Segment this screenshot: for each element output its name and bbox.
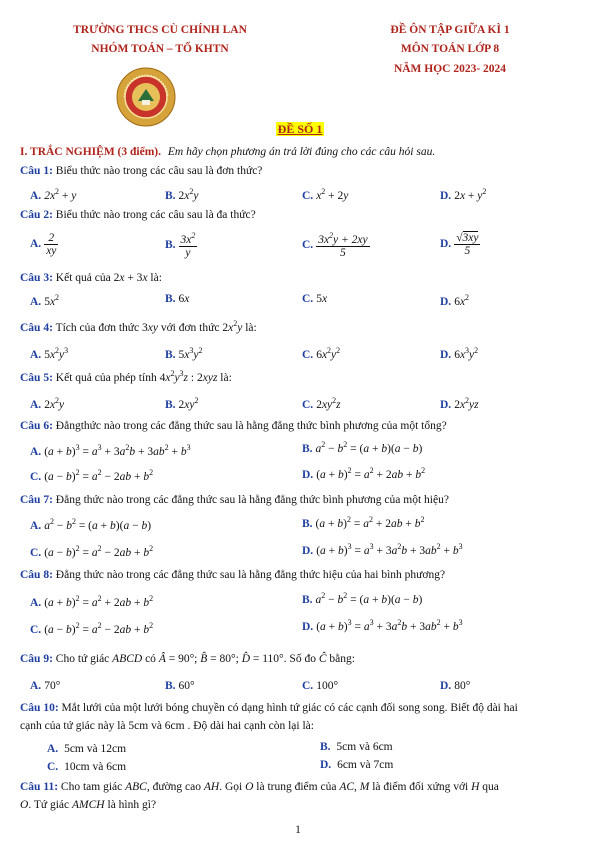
question-11-line2: O. Tứ giác AMCH là hình gì? bbox=[20, 799, 157, 811]
q4-option-c[interactable]: C. $6x^2y^2$ bbox=[302, 346, 341, 361]
q8-option-d[interactable]: D. $(a + b)^3 = a^3 + 3a^2b + 3ab^2 + b^3$ bbox=[302, 618, 463, 633]
q7-option-d[interactable]: D. $(a + b)^3 = a^3 + 3a^2b + 3ab^2 + b^3$ bbox=[302, 542, 463, 557]
question-2: Câu 2: Biểu thức nào trong các câu sau là đa thức? bbox=[20, 209, 256, 221]
question-4: Câu 4: Tích của đơn thức 3xy với đơn thức $2x^2y$ là: bbox=[20, 319, 257, 334]
q3-option-d[interactable]: D. $6x^2$ bbox=[440, 293, 470, 308]
q5-option-b[interactable]: B. $2xy^2$ bbox=[165, 396, 199, 411]
q6-option-b[interactable]: B. $a^2 - b^2 = (a + b)(a - b)$ bbox=[302, 440, 423, 455]
q5-option-a[interactable]: A. $2x^2y$ bbox=[30, 396, 65, 411]
q10-option-d[interactable]: D. 6cm và 7cm bbox=[320, 759, 394, 771]
q4-option-b[interactable]: B. $5x^3y^2$ bbox=[165, 346, 203, 361]
section-title: I. TRẮC NGHIỆM (3 điểm). bbox=[20, 146, 161, 158]
exam-number: ĐỀ SỐ 1 bbox=[277, 122, 323, 136]
q10-option-a[interactable]: A. 5cm và 12cm bbox=[47, 743, 127, 755]
question-10: Câu 10: Mắt lưới của một lưới bóng chuyền có dạng hình tứ giác có các cạnh đối song song. Biết độ dài hai bbox=[20, 702, 518, 714]
q9-option-d[interactable]: D. 80° bbox=[440, 680, 471, 692]
q10-option-c[interactable]: C. 10cm và 6cm bbox=[47, 761, 127, 773]
q1-option-d[interactable]: D. $2x + y^2$ bbox=[440, 187, 487, 202]
q5-option-d[interactable]: D. $2x^2yz$ bbox=[440, 396, 479, 411]
question-5: Câu 5: Kết quả của phép tính $4x^2y^3z$ : 2xyz là: bbox=[20, 369, 232, 384]
section-instruction: Em hãy chọn phương án trả lời đúng cho các câu hỏi sau. bbox=[167, 146, 436, 158]
q2-option-d[interactable]: D. $\frac{√3xy}{5}$ bbox=[440, 232, 479, 258]
q3-option-b[interactable]: B. 6x bbox=[165, 293, 190, 305]
q4-option-d[interactable]: D. $6x^3y^2$ bbox=[440, 346, 479, 361]
q8-option-b[interactable]: B. $a^2 - b^2 = (a + b)(a - b)$ bbox=[302, 591, 423, 606]
q5-option-c[interactable]: C. $2xy^2z$ bbox=[302, 396, 341, 411]
q2-option-c[interactable]: C. $\frac{3x^2y + 2xy}{5}$ bbox=[302, 231, 368, 259]
q8-option-c[interactable]: C. $(a - b)^2 = a^2 - 2ab + b^2$ bbox=[30, 621, 154, 636]
q7-option-a[interactable]: A. $a^2 - b^2 = (a + b)(a - b)$ bbox=[30, 517, 152, 532]
q2-option-a[interactable]: A. $\frac{2}{xy}$ bbox=[30, 232, 57, 258]
q1-option-c[interactable]: C. $x^2 + 2y$ bbox=[302, 187, 349, 202]
question-9: Câu 9: Cho tứ giác ABCD có Â = 90°; B̂ = 80°; D̂ = 110°. Số đo Ĉ bằng: bbox=[20, 653, 355, 665]
question-8: Câu 8: Đẳng thức nào trong các đẳng thức sau là hằng đẳng thức hiệu của hai bình phương? bbox=[20, 569, 446, 581]
exam-title: ĐỀ ÔN TẬP GIỮA KÌ 1 bbox=[390, 24, 510, 36]
question-10-line2: cạnh của tứ giác này là 5cm và 6cm . Độ dài hai cạnh còn lại là: bbox=[20, 720, 314, 732]
q1-option-a[interactable]: A. $2x^2 + y$ bbox=[30, 187, 77, 202]
q4-option-a[interactable]: A. $5x^2y^3$ bbox=[30, 346, 69, 361]
q9-option-a[interactable]: A. 70° bbox=[30, 680, 61, 692]
question-3: Câu 3: Kết quả của 2x + 3x là: bbox=[20, 272, 162, 284]
q9-option-c[interactable]: C. 100° bbox=[302, 680, 339, 692]
question-7: Câu 7: Đẳng thức nào trong các đẳng thức sau là hằng đẳng thức bình phương của một hiệu? bbox=[20, 494, 449, 506]
group-name: NHÓM TOÁN – TỔ KHTN bbox=[91, 43, 229, 55]
q1-option-b[interactable]: B. $2x^2y$ bbox=[165, 187, 199, 202]
q10-option-b[interactable]: B. 5cm và 6cm bbox=[320, 741, 393, 753]
q6-option-d[interactable]: D. $(a + b)^2 = a^2 + 2ab + b^2$ bbox=[302, 466, 426, 481]
q7-option-c[interactable]: C. $(a - b)^2 = a^2 - 2ab + b^2$ bbox=[30, 544, 154, 559]
school-seal-logo bbox=[116, 67, 176, 127]
q9-option-b[interactable]: B. 60° bbox=[165, 680, 195, 692]
q2-option-b[interactable]: B. $\frac{3x^2}{y}$ bbox=[165, 231, 196, 259]
q6-option-a[interactable]: A. $(a + b)^3 = a^3 + 3a^2b + 3ab^2 + b^3$ bbox=[30, 443, 191, 458]
q3-option-a[interactable]: A. $5x^2$ bbox=[30, 293, 60, 308]
school-year: NĂM HỌC 2023- 2024 bbox=[393, 63, 507, 75]
page-number: 1 bbox=[295, 824, 301, 836]
q6-option-c[interactable]: C. $(a - b)^2 = a^2 - 2ab + b^2$ bbox=[30, 468, 154, 483]
section-heading bbox=[20, 146, 435, 158]
school-name: TRƯỜNG THCS CÙ CHÍNH LAN bbox=[73, 24, 247, 36]
q3-option-c[interactable]: C. 5x bbox=[302, 293, 328, 305]
subject: MÔN TOÁN LỚP 8 bbox=[400, 43, 500, 55]
question-11: Câu 11: Cho tam giác ABC, đường cao AH. Gọi O là trung điểm của AC, M là điểm đối xứng với H qua bbox=[20, 781, 499, 793]
q8-option-a[interactable]: A. $(a + b)^2 = a^2 + 2ab + b^2$ bbox=[30, 594, 154, 609]
question-1: Câu 1: Biểu thức nào trong các câu sau là đơn thức? bbox=[20, 165, 263, 177]
q7-option-b[interactable]: B. $(a + b)^2 = a^2 + 2ab + b^2$ bbox=[302, 515, 425, 530]
question-6: Câu 6: Đẳngthức nào trong các đẳng thức sau là hằng đẳng thức bình phương của một tổng? bbox=[20, 420, 447, 432]
